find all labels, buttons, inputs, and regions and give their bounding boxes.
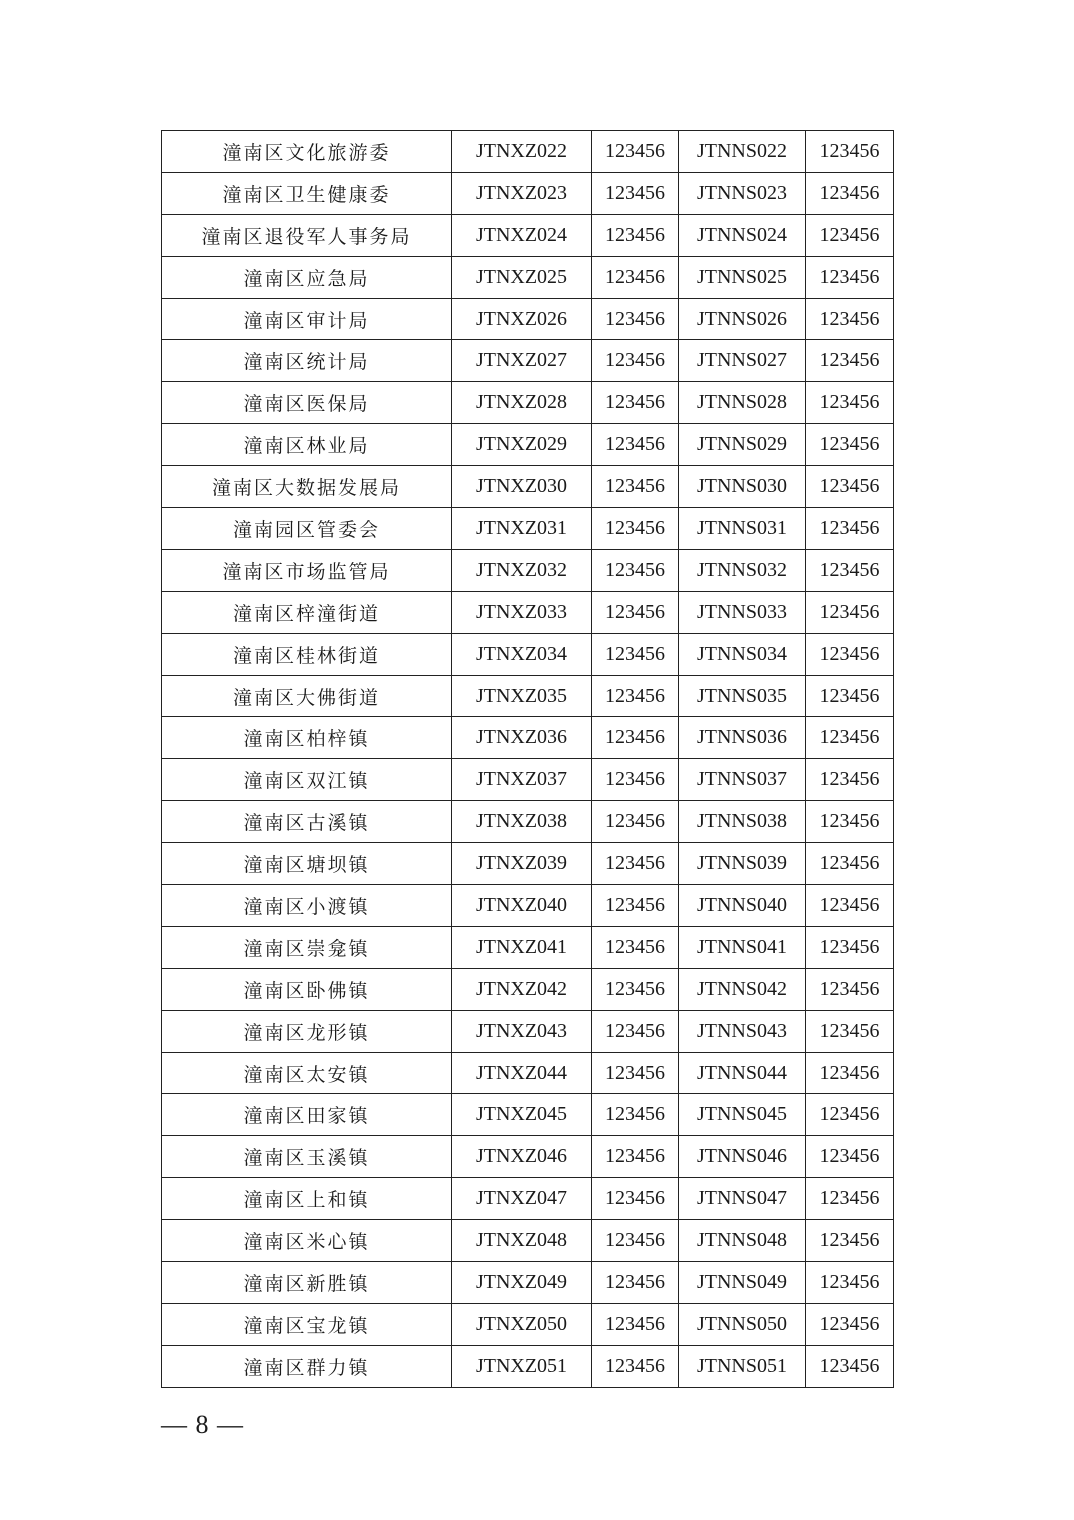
unit-name-cell: 潼南区群力镇 [162,1345,452,1387]
password-a-cell: 123456 [592,466,679,508]
password-a-cell: 123456 [592,717,679,759]
unit-name-cell: 潼南区文化旅游委 [162,131,452,173]
password-a-cell: 123456 [592,1094,679,1136]
account-a-cell: JTNXZ048 [452,1220,592,1262]
account-a-cell: JTNXZ044 [452,1052,592,1094]
account-b-cell: JTNNS035 [679,675,806,717]
password-b-cell: 123456 [806,759,894,801]
password-a-cell: 123456 [592,675,679,717]
account-b-cell: JTNNS051 [679,1345,806,1387]
account-b-cell: JTNNS031 [679,508,806,550]
table-body [162,131,894,1388]
account-b-cell: JTNNS039 [679,843,806,885]
table-row [162,1010,894,1052]
password-a-cell: 123456 [592,1010,679,1052]
unit-name-cell: 潼南区林业局 [162,424,452,466]
password-a-cell: 123456 [592,256,679,298]
table-row [162,172,894,214]
account-b-cell: JTNNS034 [679,633,806,675]
password-b-cell: 123456 [806,633,894,675]
account-b-cell: JTNNS040 [679,885,806,927]
unit-name-cell: 潼南区上和镇 [162,1178,452,1220]
unit-name-cell: 潼南区小渡镇 [162,885,452,927]
unit-name-cell: 潼南区田家镇 [162,1094,452,1136]
table-row [162,549,894,591]
account-a-cell: JTNXZ038 [452,801,592,843]
account-b-cell: JTNNS048 [679,1220,806,1262]
account-b-cell: JTNNS045 [679,1094,806,1136]
password-b-cell: 123456 [806,1262,894,1304]
account-b-cell: JTNNS029 [679,424,806,466]
password-b-cell: 123456 [806,214,894,256]
account-a-cell: JTNXZ035 [452,675,592,717]
table-row [162,382,894,424]
table-row [162,1303,894,1345]
account-a-cell: JTNXZ045 [452,1094,592,1136]
unit-name-cell: 潼南园区管委会 [162,508,452,550]
unit-name-cell: 潼南区古溪镇 [162,801,452,843]
password-b-cell: 123456 [806,424,894,466]
password-a-cell: 123456 [592,131,679,173]
table-row [162,926,894,968]
table-row [162,424,894,466]
password-a-cell: 123456 [592,759,679,801]
password-b-cell: 123456 [806,298,894,340]
unit-name-cell: 潼南区米心镇 [162,1220,452,1262]
unit-name-cell: 潼南区塘坝镇 [162,843,452,885]
table-row [162,298,894,340]
account-b-cell: JTNNS033 [679,591,806,633]
password-a-cell: 123456 [592,1178,679,1220]
unit-name-cell: 潼南区桂林街道 [162,633,452,675]
password-b-cell: 123456 [806,717,894,759]
password-b-cell: 123456 [806,508,894,550]
unit-name-cell: 潼南区医保局 [162,382,452,424]
password-b-cell: 123456 [806,926,894,968]
account-b-cell: JTNNS046 [679,1136,806,1178]
account-a-cell: JTNXZ028 [452,382,592,424]
account-b-cell: JTNNS047 [679,1178,806,1220]
account-a-cell: JTNXZ042 [452,968,592,1010]
password-a-cell: 123456 [592,508,679,550]
password-b-cell: 123456 [806,1136,894,1178]
password-a-cell: 123456 [592,1262,679,1304]
password-a-cell: 123456 [592,424,679,466]
account-b-cell: JTNNS038 [679,801,806,843]
account-a-cell: JTNXZ047 [452,1178,592,1220]
password-b-cell: 123456 [806,1303,894,1345]
account-b-cell: JTNNS027 [679,340,806,382]
account-a-cell: JTNXZ033 [452,591,592,633]
unit-name-cell: 潼南区审计局 [162,298,452,340]
table-row [162,591,894,633]
account-a-cell: JTNXZ049 [452,1262,592,1304]
password-a-cell: 123456 [592,968,679,1010]
password-b-cell: 123456 [806,1345,894,1387]
unit-name-cell: 潼南区宝龙镇 [162,1303,452,1345]
table-row [162,1178,894,1220]
account-a-cell: JTNXZ027 [452,340,592,382]
password-a-cell: 123456 [592,591,679,633]
unit-name-cell: 潼南区龙形镇 [162,1010,452,1052]
page-number: — 8 — [161,1410,244,1439]
unit-name-cell: 潼南区统计局 [162,340,452,382]
password-b-cell: 123456 [806,885,894,927]
account-b-cell: JTNNS041 [679,926,806,968]
table-row [162,131,894,173]
account-a-cell: JTNXZ031 [452,508,592,550]
password-a-cell: 123456 [592,1303,679,1345]
account-a-cell: JTNXZ025 [452,256,592,298]
table-row [162,675,894,717]
account-b-cell: JTNNS037 [679,759,806,801]
password-b-cell: 123456 [806,1094,894,1136]
table-row [162,340,894,382]
table-row [162,759,894,801]
account-a-cell: JTNXZ040 [452,885,592,927]
table-row [162,1220,894,1262]
account-a-cell: JTNXZ051 [452,1345,592,1387]
password-b-cell: 123456 [806,1220,894,1262]
account-a-cell: JTNXZ034 [452,633,592,675]
password-b-cell: 123456 [806,968,894,1010]
account-b-cell: JTNNS025 [679,256,806,298]
unit-name-cell: 潼南区卧佛镇 [162,968,452,1010]
account-b-cell: JTNNS050 [679,1303,806,1345]
table-row [162,214,894,256]
table-row [162,1262,894,1304]
password-a-cell: 123456 [592,172,679,214]
unit-name-cell: 潼南区玉溪镇 [162,1136,452,1178]
unit-name-cell: 潼南区退役军人事务局 [162,214,452,256]
password-b-cell: 123456 [806,256,894,298]
account-a-cell: JTNXZ036 [452,717,592,759]
account-a-cell: JTNXZ029 [452,424,592,466]
account-a-cell: JTNXZ023 [452,172,592,214]
password-a-cell: 123456 [592,1136,679,1178]
unit-name-cell: 潼南区梓潼街道 [162,591,452,633]
password-a-cell: 123456 [592,926,679,968]
password-b-cell: 123456 [806,382,894,424]
password-b-cell: 123456 [806,843,894,885]
password-b-cell: 123456 [806,675,894,717]
password-b-cell: 123456 [806,1178,894,1220]
unit-name-cell: 潼南区卫生健康委 [162,172,452,214]
table-row [162,633,894,675]
table-row [162,843,894,885]
password-a-cell: 123456 [592,298,679,340]
account-b-cell: JTNNS036 [679,717,806,759]
account-a-cell: JTNXZ022 [452,131,592,173]
unit-name-cell: 潼南区市场监管局 [162,549,452,591]
password-a-cell: 123456 [592,1345,679,1387]
password-b-cell: 123456 [806,591,894,633]
unit-name-cell: 潼南区崇龛镇 [162,926,452,968]
table-row [162,717,894,759]
unit-name-cell: 潼南区太安镇 [162,1052,452,1094]
table-row [162,256,894,298]
password-a-cell: 123456 [592,843,679,885]
account-b-cell: JTNNS026 [679,298,806,340]
account-a-cell: JTNXZ050 [452,1303,592,1345]
password-b-cell: 123456 [806,549,894,591]
password-b-cell: 123456 [806,131,894,173]
account-b-cell: JTNNS043 [679,1010,806,1052]
table-row [162,885,894,927]
password-a-cell: 123456 [592,1220,679,1262]
table-row [162,1345,894,1387]
account-a-cell: JTNXZ039 [452,843,592,885]
account-b-cell: JTNNS032 [679,549,806,591]
password-b-cell: 123456 [806,466,894,508]
table-row [162,466,894,508]
account-b-cell: JTNNS023 [679,172,806,214]
password-b-cell: 123456 [806,1010,894,1052]
unit-name-cell: 潼南区双江镇 [162,759,452,801]
unit-name-cell: 潼南区大数据发展局 [162,466,452,508]
account-a-cell: JTNXZ024 [452,214,592,256]
table-row [162,1136,894,1178]
account-b-cell: JTNNS028 [679,382,806,424]
password-b-cell: 123456 [806,172,894,214]
account-b-cell: JTNNS042 [679,968,806,1010]
password-a-cell: 123456 [592,549,679,591]
account-a-cell: JTNXZ037 [452,759,592,801]
password-a-cell: 123456 [592,885,679,927]
account-b-cell: JTNNS022 [679,131,806,173]
unit-name-cell: 潼南区柏梓镇 [162,717,452,759]
table-row [162,968,894,1010]
password-a-cell: 123456 [592,1052,679,1094]
password-a-cell: 123456 [592,214,679,256]
table-row [162,1094,894,1136]
account-a-cell: JTNXZ026 [452,298,592,340]
account-b-cell: JTNNS030 [679,466,806,508]
password-b-cell: 123456 [806,1052,894,1094]
password-a-cell: 123456 [592,801,679,843]
account-b-cell: JTNNS049 [679,1262,806,1304]
account-b-cell: JTNNS024 [679,214,806,256]
table-row [162,1052,894,1094]
password-a-cell: 123456 [592,340,679,382]
account-a-cell: JTNXZ043 [452,1010,592,1052]
account-a-cell: JTNXZ030 [452,466,592,508]
unit-name-cell: 潼南区应急局 [162,256,452,298]
unit-name-cell: 潼南区大佛街道 [162,675,452,717]
account-b-cell: JTNNS044 [679,1052,806,1094]
password-b-cell: 123456 [806,340,894,382]
accounts-table [161,130,894,1388]
account-a-cell: JTNXZ046 [452,1136,592,1178]
unit-name-cell: 潼南区新胜镇 [162,1262,452,1304]
password-b-cell: 123456 [806,801,894,843]
table-row [162,508,894,550]
account-a-cell: JTNXZ041 [452,926,592,968]
password-a-cell: 123456 [592,382,679,424]
password-a-cell: 123456 [592,633,679,675]
account-a-cell: JTNXZ032 [452,549,592,591]
table-row [162,801,894,843]
